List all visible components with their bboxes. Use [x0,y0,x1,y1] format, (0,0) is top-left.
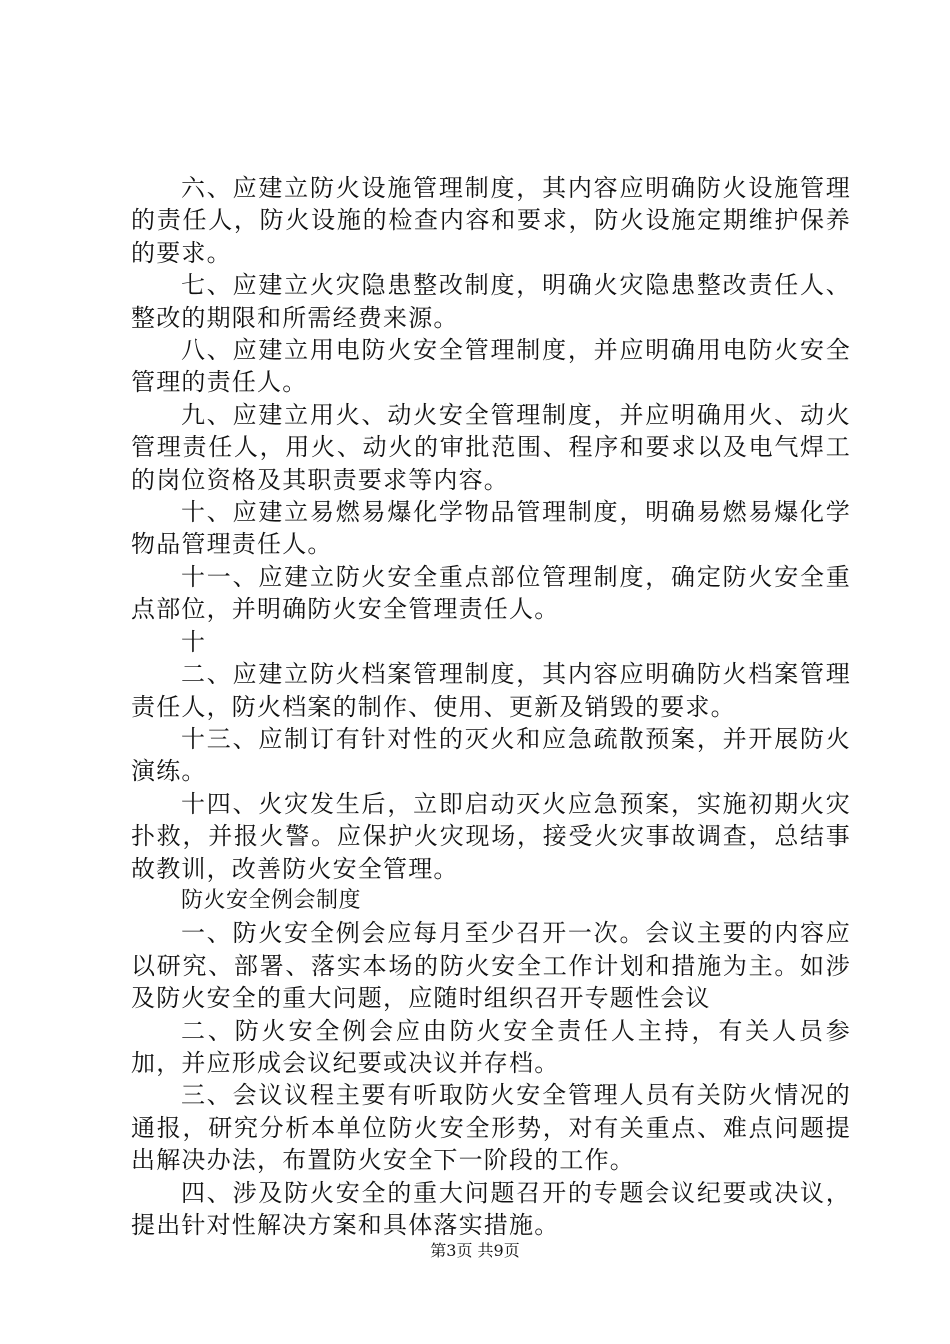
paragraph-seven: 七、应建立火灾隐患整改制度，明确火灾隐患整改责任人、整改的期限和所需经费来源。 [131,271,851,332]
section-heading: 防火安全例会制度 [181,887,362,913]
paragraph-fourteen: 十四、火灾发生后，立即启动灭火应急预案，实施初期火灾扑救，并报火警。应保护火灾现场，接受火灾事故调查，总结事故教训，改善防火安全管理。 [131,789,851,883]
paragraph-eleven: 十一、应建立防火安全重点部位管理制度，确定防火安全重点部位，并明确防火安全管理责任人。 [131,562,851,624]
paragraph-twelve-fragment: 十 [181,627,207,656]
paragraph-eight: 八、应建立用电防火安全管理制度，并应明确用电防火安全管理的责任人。 [131,336,851,397]
document-body [131,172,851,1241]
meeting-paragraph-one: 一、防火安全例会应每月至少召开一次。会议主要的内容应以研究、部署、落实本场的防火安全工作计划和措施为主。如涉及防火安全的重大问题，应随时组织召开专题性会议 [131,919,851,1013]
meeting-paragraph-four: 四、涉及防火安全的重大问题召开的专题会议纪要或决议，提出针对性解决方案和具体落实措施。 [131,1178,851,1239]
meeting-paragraph-three: 三、会议议程主要有听取防火安全管理人员有关防火情况的通报，研究分析本单位防火安全形势，对有关重点、难点问题提出解决办法，布置防火安全下一阶段的工作。 [131,1081,851,1175]
paragraph-six: 六、应建立防火设施管理制度，其内容应明确防火设施管理的责任人，防火设施的检查内容和要求，防火设施定期维护保养的要求。 [131,174,851,267]
paragraph-nine: 九、应建立用火、动火安全管理制度，并应明确用火、动火管理责任人，用火、动火的审批范围、程序和要求以及电气焊工的岗位资格及其职责要求等内容。 [131,400,851,494]
paragraph-thirteen: 十三、应制订有针对性的灭火和应急疏散预案，并开展防火演练。 [131,724,851,786]
page-number-footer: 第3页 共9页 [430,1241,520,1260]
paragraph-ten: 十、应建立易燃易爆化学物品管理制度，明确易燃易爆化学物品管理责任人。 [131,498,851,559]
paragraph-twelve: 二、应建立防火档案管理制度，其内容应明确防火档案管理责任人，防火档案的制作、使用、更新及销毁的要求。 [131,660,851,721]
meeting-paragraph-two: 二、防火安全例会应由防火安全责任人主持，有关人员参加，并应形成会议纪要或决议并存档。 [131,1016,851,1077]
